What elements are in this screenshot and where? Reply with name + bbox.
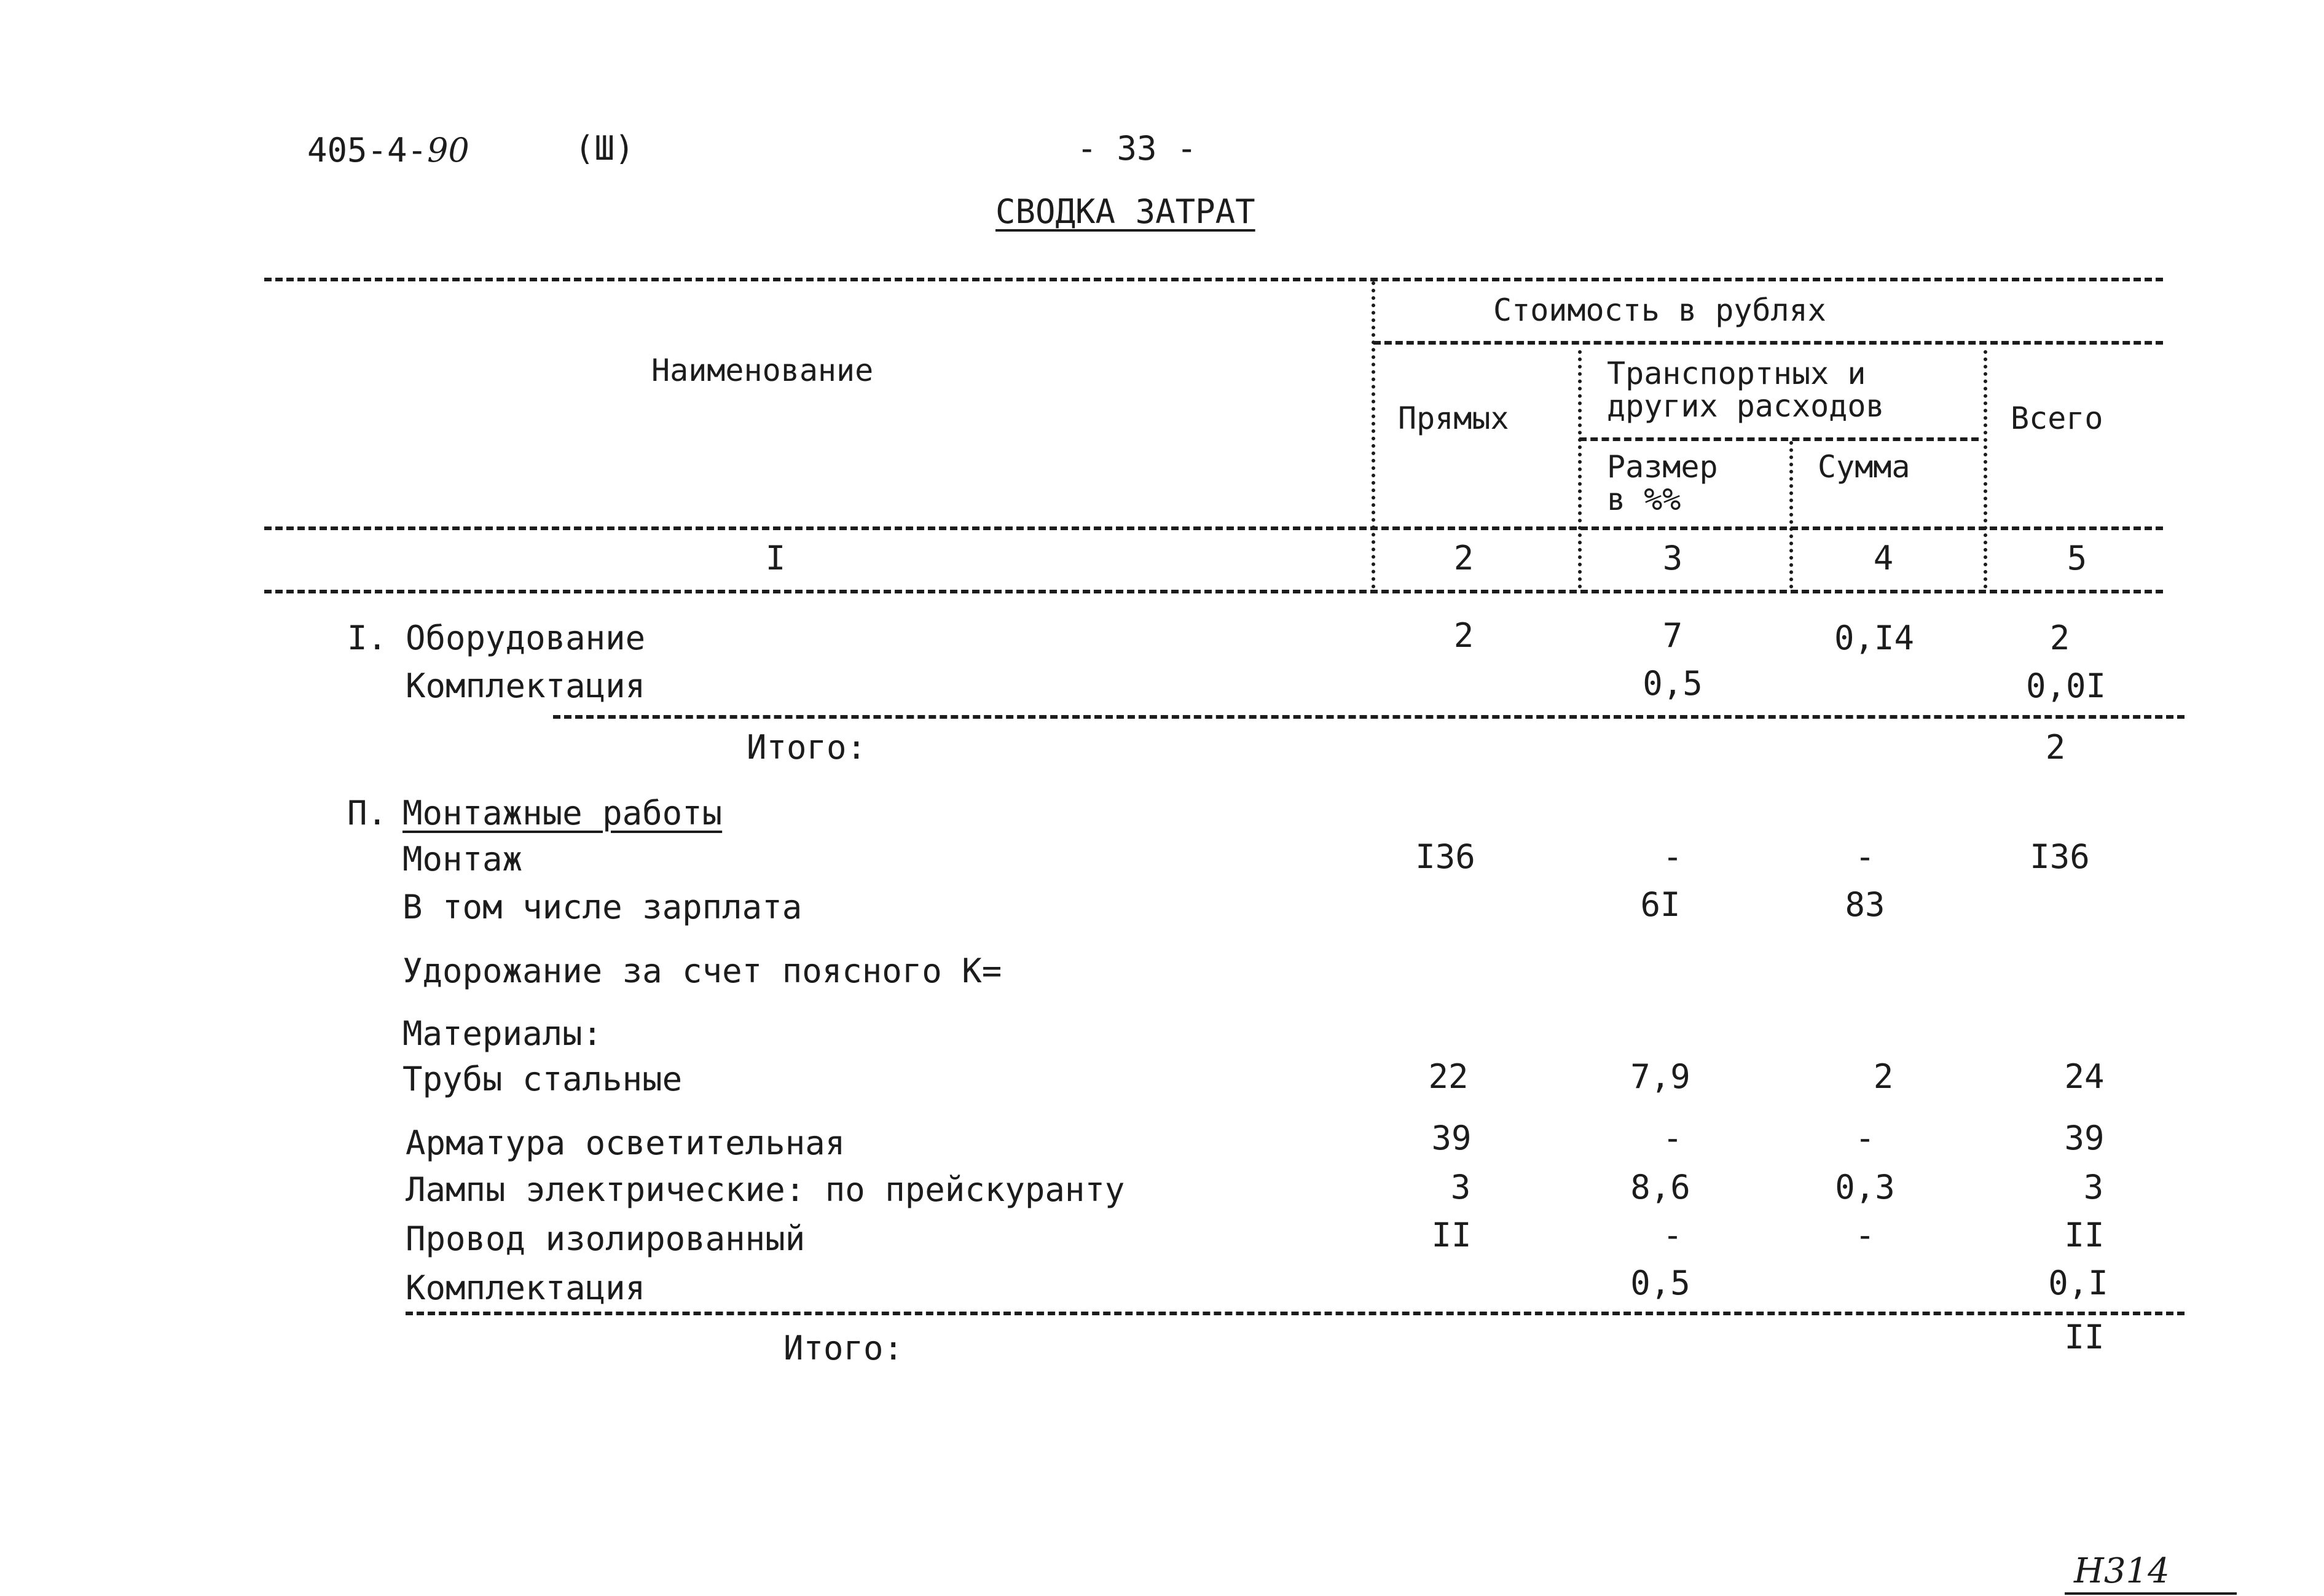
section-2-title: Монтажные работы bbox=[402, 794, 723, 832]
subtotal-label: Итого: bbox=[783, 1329, 904, 1367]
row-sum: 2 bbox=[1873, 1057, 1894, 1096]
cost-group-rule bbox=[1373, 341, 2163, 345]
subtotal-label: Итого: bbox=[747, 728, 867, 767]
sheet-number: Н314 bbox=[2074, 1551, 2170, 1591]
row-name: Оборудование bbox=[406, 619, 646, 657]
column-number-2: 2 bbox=[1453, 539, 1474, 577]
column-divider-1 bbox=[1372, 281, 1375, 589]
row-direct: 39 bbox=[1431, 1119, 1472, 1157]
column-divider-3 bbox=[1789, 441, 1793, 589]
row-sum: 83 bbox=[1845, 885, 1885, 924]
row-sum: 0,3 bbox=[1835, 1168, 1895, 1207]
column-header-sum: Сумма bbox=[1818, 449, 1910, 485]
document-code-suffix: 90 bbox=[427, 131, 469, 170]
page-title: СВОДКА ЗАТРАТ bbox=[995, 192, 1255, 231]
document-code bbox=[307, 131, 469, 170]
column-header-direct: Прямых bbox=[1398, 401, 1509, 436]
row-size: - bbox=[1662, 1216, 1683, 1254]
row-total: 0,I bbox=[2048, 1264, 2108, 1302]
row-size: 6I bbox=[1640, 885, 1681, 924]
document-code-prefix: 405-4- bbox=[307, 131, 428, 170]
row-name: Удорожание за счет поясного К= bbox=[402, 952, 1002, 990]
row-name: Арматура осветительная bbox=[406, 1124, 846, 1162]
column-numbers-rule bbox=[264, 590, 2163, 593]
row-direct: I36 bbox=[1415, 837, 1475, 876]
row-sum: - bbox=[1855, 1216, 1875, 1254]
row-direct: 22 bbox=[1428, 1057, 1469, 1096]
row-size: - bbox=[1662, 1119, 1683, 1157]
row-name: Трубы стальные bbox=[402, 1060, 683, 1098]
column-header-size-line2: в %% bbox=[1607, 482, 1681, 517]
row-direct: II bbox=[1431, 1216, 1472, 1254]
column-header-name: Наименование bbox=[651, 353, 874, 388]
row-total: 2 bbox=[2049, 619, 2070, 657]
column-header-total: Всего bbox=[2011, 401, 2103, 436]
row-direct: 3 bbox=[1450, 1168, 1471, 1207]
row-size: 7,9 bbox=[1630, 1057, 1690, 1096]
row-sum: 0,I4 bbox=[1834, 619, 1915, 657]
column-number-3: 3 bbox=[1662, 539, 1683, 577]
row-total: 39 bbox=[2064, 1119, 2105, 1157]
column-divider-4 bbox=[1984, 350, 1987, 589]
subtotal-total: 2 bbox=[2045, 728, 2066, 767]
row-name: Комплектация bbox=[406, 667, 646, 705]
row-sum: - bbox=[1855, 1119, 1875, 1157]
subtotal-total: II bbox=[2064, 1318, 2105, 1356]
row-direct: 2 bbox=[1453, 616, 1474, 655]
section-1-number: I. bbox=[347, 619, 388, 657]
row-total: II bbox=[2064, 1216, 2105, 1254]
column-divider-2 bbox=[1578, 350, 1582, 589]
row-size: 8,6 bbox=[1630, 1168, 1690, 1207]
subtotal-rule bbox=[406, 1312, 2185, 1315]
column-number-1: I bbox=[765, 539, 786, 577]
column-header-transport-line1: Транспортных и bbox=[1607, 356, 1866, 391]
row-total: 0,0I bbox=[2025, 667, 2106, 705]
row-name: Провод изолированный bbox=[406, 1219, 806, 1258]
row-name: Материалы: bbox=[402, 1014, 603, 1053]
row-size: - bbox=[1662, 837, 1683, 876]
row-name: В том числе зарплата bbox=[402, 888, 803, 926]
row-sum: - bbox=[1855, 837, 1875, 876]
column-number-5: 5 bbox=[2067, 539, 2087, 577]
row-name: Монтаж bbox=[402, 840, 523, 878]
row-name: Лампы электрические: по прейскуранту bbox=[406, 1170, 1125, 1209]
row-total: 3 bbox=[2083, 1168, 2104, 1207]
row-total: I36 bbox=[2030, 837, 2090, 876]
column-header-transport-line2: других расходов bbox=[1607, 388, 1885, 424]
transport-group-rule bbox=[1579, 437, 1979, 441]
row-size: 0,5 bbox=[1643, 664, 1703, 703]
row-total: 24 bbox=[2064, 1057, 2105, 1096]
sheet-number-rule bbox=[2065, 1592, 2237, 1595]
subtotal-rule bbox=[553, 715, 2185, 719]
column-header-cost: Стоимость в рублях bbox=[1493, 292, 1826, 328]
section-2-number: П. bbox=[347, 794, 388, 832]
column-header-size-line1: Размер bbox=[1607, 449, 1718, 485]
row-size: 7 bbox=[1662, 616, 1683, 655]
row-name: Комплектация bbox=[406, 1269, 646, 1307]
row-size: 0,5 bbox=[1630, 1264, 1690, 1302]
table-top-rule bbox=[264, 278, 2163, 281]
page-number: - 33 - bbox=[1077, 129, 1197, 168]
header-bottom-rule bbox=[264, 526, 2163, 530]
column-number-4: 4 bbox=[1873, 539, 1894, 577]
part-label: (Ш) bbox=[575, 129, 635, 168]
